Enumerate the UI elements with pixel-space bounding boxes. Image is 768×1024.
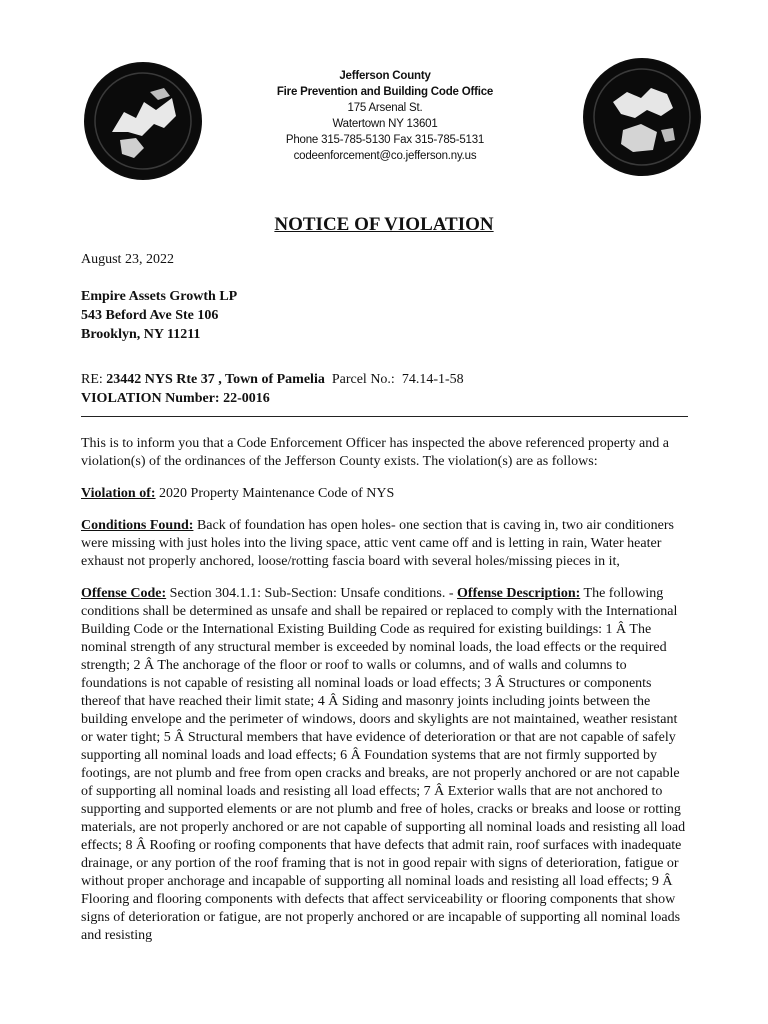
offense-description-text: The following conditions shall be determined as unsafe and shall be repaired or replaced to comply with the International Building Code or the International Existing Building Code as required for existing buildings: 1 Â The nominal strength of any structural member is exceeded by nominal loads, the load effects or the required strength; 2 Â The anchorage of the floor or roof to walls or columns, and of walls and columns to foundations is not capable of resisting all nominal loads or load effects; 3 Â Structures or components thereof that have reached their limit state; 4 Â Siding and masonry joints including joints between the building envelope and the perimeter of windows, doors and skylights are not maintained, weather resistant or water tight; 5 Â Structural members that have evidence of deterioration or that are not capable of safely supporting all nominal loads and load effects; 6 Â Foundation systems that are not firmly supported by footings, are not plumb and free from open cracks and breaks, are not properly anchored or are not capable of supporting all nominal loads and resisting all load effects; 7 Â Exterior walls that are not anchored to supporting and supported elements or are not plumb and free of holes, cracks or breaks and loose or rotting materials, are not properly anchored or are not capable of supporting all nominal loads and resisting all load effects; 8 Â Roofing or roofing components that have defects that admit rain, roof surfaces with inadequate drainage, or any portion of the roof framing that is not in good repair with signs of deterioration, fatigue or without proper anchorage and incapable of supporting all nominal loads and resisting all load effects; 9 Â Flooring and flooring components with defects that affect serviceability or flooring components that show signs of deterioration or fatigue, are not properly anchored or are incapable of supporting all nominal loads and resisting: [81, 586, 686, 943]
violation-of-paragraph: [81, 485, 689, 503]
recipient-city: Brooklyn, NY 11211: [81, 327, 201, 342]
violation-of-text: 2020 Property Maintenance Code of NYS: [155, 486, 395, 501]
reference-block: [81, 370, 464, 408]
re-prefix: RE:: [81, 372, 107, 387]
recipient-street: 543 Beford Ave Ste 106: [81, 308, 219, 323]
intro-paragraph: This is to inform you that a Code Enforcement Officer has inspected the above referenced property and a violation(s) of the ordinances of the Jefferson County exists. The violation(s) are as follows:: [81, 436, 669, 469]
offense-paragraph: [81, 585, 689, 945]
county-seal-right-icon: [583, 58, 701, 176]
violation-of-label: Violation of:: [81, 486, 156, 501]
recipient-address: [81, 287, 237, 344]
county-seal-left-icon: [84, 62, 202, 180]
notice-body: [81, 435, 689, 959]
parcel-number: 74.14-1-58: [401, 372, 464, 387]
property-address: 23442 NYS Rte 37 , Town of Pamelia: [106, 372, 325, 387]
violation-number-label: VIOLATION Number:: [81, 391, 224, 406]
office-city: Watertown NY 13601: [332, 118, 438, 130]
conditions-label: Conditions Found:: [81, 518, 194, 533]
conditions-text: Back of foundation has open holes- one section that is caving in, two air conditioners were missing with just holes into the living space, attic vent came off and is letting in rain, Water heater exhaust not properly anchored, loose/rotting fascia board with several holes/missing pieces in it,: [81, 518, 674, 569]
recipient-name: Empire Assets Growth LP: [81, 289, 238, 304]
org-name: Jefferson County: [339, 70, 431, 82]
conditions-paragraph: [81, 517, 689, 571]
office-phone-fax: Phone 315-785-5130 Fax 315-785-5131: [285, 134, 485, 146]
office-name: Fire Prevention and Building Code Office: [276, 86, 494, 98]
divider: [81, 416, 688, 417]
office-email: codeenforcement@co.jefferson.ny.us: [293, 150, 477, 162]
office-street: 175 Arsenal St.: [347, 102, 423, 114]
parcel-label: Parcel No.:: [331, 372, 399, 387]
letterhead: [230, 68, 540, 164]
notice-date: August 23, 2022: [81, 252, 174, 267]
violation-number-line: [81, 389, 464, 408]
reference-line: [81, 370, 464, 389]
notice-title: NOTICE OF VIOLATION: [274, 214, 494, 235]
offense-code-label: Offense Code:: [81, 586, 167, 601]
offense-code-text: Section 304.1.1: Sub-Section: Unsafe conditions. -: [166, 586, 458, 601]
offense-description-label: Offense Description:: [457, 586, 581, 601]
violation-number: 22-0016: [223, 391, 270, 406]
